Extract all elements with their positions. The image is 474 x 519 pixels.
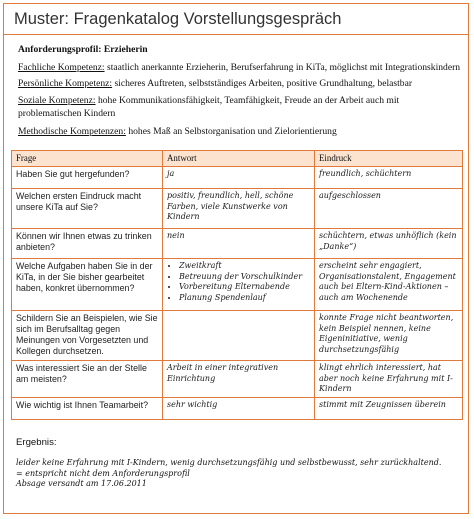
question-cell: Welchen ersten Eindruck macht unsere KiTa auf Sie? — [12, 189, 163, 229]
question-cell: Haben Sie gut hergefunden? — [12, 167, 163, 189]
result-line: leider keine Erfahrung mit I-Kindern, wenig durchsetzungsfähig und selbstbewusst, sehr zurückhaltend. — [16, 458, 442, 467]
profile-label: Persönliche Kompetenz: — [18, 78, 113, 89]
table-row — [12, 189, 463, 229]
title-bar — [4, 4, 468, 35]
profile-text: staatlich anerkannte Erzieherin, Berufserfahrung in KiTa, möglichst mit Integrationskindern — [106, 62, 461, 73]
question-cell: Wie wichtig ist Ihnen Teamarbeit? — [12, 397, 163, 419]
answer-cell: Arbeit in einer integrativen Einrichtung — [163, 361, 315, 398]
profile-label: Soziale Kompetenz: — [18, 95, 96, 106]
list-item: • Vorbereitung Elternabende — [179, 282, 310, 293]
header-antwort: Antwort — [163, 151, 315, 167]
table-header-row — [12, 151, 463, 167]
impression-cell: konnte Frage nicht beantworten, kein Beispiel nennen, keine Eigeninitiative, wenig durchsetzungsfähig — [315, 311, 463, 361]
answer-cell: sehr wichtig — [163, 397, 315, 419]
list-item: • Planung Spendenlauf — [179, 293, 310, 304]
answer-cell: nein — [163, 229, 315, 259]
profile-item-sozial — [18, 94, 464, 120]
profile-item-fachlich — [18, 61, 464, 74]
impression-cell: freundlich, schüchtern — [315, 167, 463, 189]
table-row — [12, 167, 463, 189]
result-notes — [16, 458, 462, 490]
header-frage: Frage — [12, 151, 163, 167]
profile-item-methodisch — [18, 125, 464, 138]
profile-text: hohes Maß an Selbstorganisation und Zielorientierung — [128, 126, 337, 137]
list-item: • Betreuung der Vorschulkinder — [179, 272, 310, 283]
table-row — [12, 361, 463, 398]
profile-item-persoenlich — [18, 77, 464, 90]
profile-label: Methodische Kompetenzen: — [18, 126, 126, 137]
table-row — [12, 311, 463, 361]
profile-heading: Anforderungsprofil: Erzieherin — [18, 44, 148, 55]
question-table — [11, 150, 463, 420]
answer-cell: ja — [163, 167, 315, 189]
question-cell: Was interessiert Sie an der Stelle am meisten? — [12, 361, 163, 398]
impression-cell: stimmt mit Zeugnissen überein — [315, 397, 463, 419]
profile-text: hohe Kommunikationsfähigkeit, Teamfähigkeit, Freude an der Arbeit auch mit problematischen Kindern — [18, 95, 400, 119]
table-row — [12, 397, 463, 419]
profile-text: sicheres Auftreten, selbstständiges Arbeiten, positive Grundhaltung, belastbar — [114, 78, 413, 89]
impression-cell: aufgeschlossen — [315, 189, 463, 229]
question-cell: Können wir Ihnen etwas zu trinken anbieten? — [12, 229, 163, 259]
profile-label: Fachliche Kompetenz: — [18, 62, 105, 73]
result-label: Ergebnis: — [16, 437, 57, 448]
table-row — [12, 259, 463, 311]
answer-cell: positiv, freundlich, hell, schöne Farben, viele Kunstwerke von Kindern — [163, 189, 315, 229]
header-eindruck: Eindruck — [315, 151, 463, 167]
impression-cell: klingt ehrlich interessiert, hat aber noch keine Erfahrung mit I-Kindern — [315, 361, 463, 398]
question-cell: Schildern Sie an Beispielen, wie Sie sich im Berufsalltag gegen Meinungen von Vorgesetzten und Kollegen durchsetzen. — [12, 311, 163, 361]
answer-list — [167, 261, 310, 303]
result-line: = entspricht nicht dem Anforderungsprofil — [16, 468, 190, 478]
result-line: Absage versandt am 17.06.2011 — [16, 479, 147, 488]
impression-cell: schüchtern, etwas unhöflich (kein „Danke“) — [315, 229, 463, 259]
impression-cell: erscheint sehr engagiert, Organisationstalent, Engagement auch bei Eltern-Kind-Aktionen – auch am Wochenende — [315, 259, 463, 311]
table-row — [12, 229, 463, 259]
page-title: Muster: Fragenkatalog Vorstellungsgespräch — [14, 10, 342, 28]
answer-cell — [163, 311, 315, 361]
question-cell: Welche Aufgaben haben Sie in der KiTa, in der Sie bisher gearbeitet haben, konkret übernommen? — [12, 259, 163, 311]
answer-cell — [163, 259, 315, 311]
list-item: • Zweitkraft — [179, 261, 310, 272]
